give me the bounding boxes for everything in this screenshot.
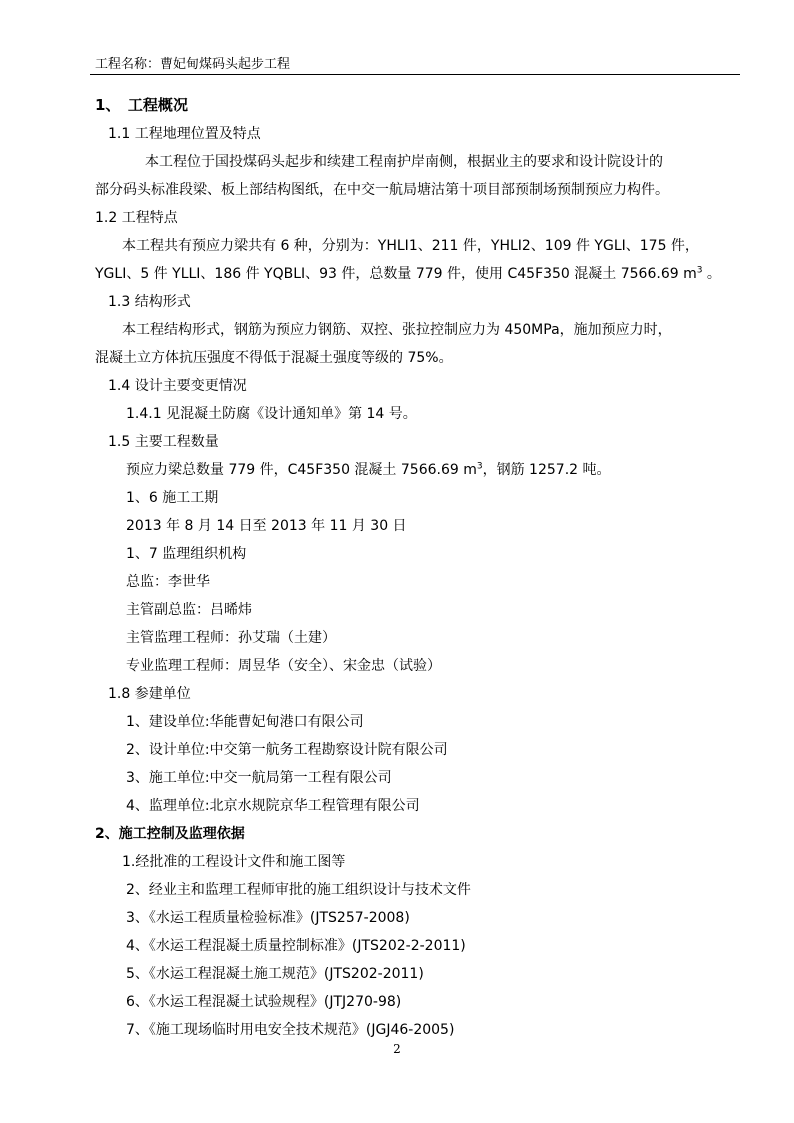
subsection-1-5-title: 1.5 主要工程数量 <box>108 434 219 450</box>
paragraph-1-5 <box>126 461 611 479</box>
paragraph-1-1-line-2: 部分码头标准段梁、板上部结构图纸，在中交一航局塘沽第十项目部预制场预制预应力构件。 <box>95 182 669 198</box>
cubic-superscript-2: 3 <box>476 461 483 472</box>
basis-item-6: 6、《水运工程混凝土试验规程》(JTJ270-98) <box>126 994 402 1010</box>
supervision-chief: 总监：李世华 <box>126 574 210 590</box>
subsection-1-1-title: 1.1 工程地理位置及特点 <box>108 126 261 142</box>
basis-item-1: 1.经批准的工程设计文件和施工图等 <box>122 854 346 870</box>
subsection-1-7-title: 1、7 监理组织机构 <box>126 546 247 562</box>
paragraph-1-3-line-2: 混凝土立方体抗压强度不得低于混凝土强度等级的 75%。 <box>95 350 453 366</box>
subsection-1-4-title: 1.4 设计主要变更情况 <box>108 378 247 394</box>
header-rule <box>90 74 740 75</box>
basis-item-5: 5、《水运工程混凝土施工规范》(JTS202-2011) <box>126 966 424 982</box>
subsection-1-8-title: 1.8 参建单位 <box>108 686 191 702</box>
basis-item-3: 3、《水运工程质量检验标准》(JTS257-2008) <box>126 910 410 926</box>
basis-item-7: 7、《施工现场临时用电安全技术规范》(JGJ46-2005) <box>126 1022 455 1038</box>
subsection-1-3-title: 1.3 结构形式 <box>108 294 191 310</box>
paragraph-1-6: 2013 年 8 月 14 日至 2013 年 11 月 30 日 <box>126 518 407 534</box>
supervision-specialists: 专业监理工程师：周昱华（安全）、宋金忠（试验） <box>126 658 441 674</box>
participant-contractor: 3、施工单位:中交一航局第一工程有限公司 <box>126 770 392 786</box>
paragraph-1-5-end: ，钢筋 1257.2 吨。 <box>482 462 611 478</box>
section-1-title: 1、 工程概况 <box>95 96 188 114</box>
paragraph-1-2-line-2 <box>95 265 721 283</box>
paragraph-1-2-line-2-end: 。 <box>702 266 721 282</box>
participant-supervisor: 4、监理单位:北京水规院京华工程管理有限公司 <box>126 798 420 814</box>
paragraph-1-5-text: 预应力梁总数量 779 件，C45F350 混凝土 7566.69 m <box>126 462 477 478</box>
subsection-1-6-title: 1、6 施工工期 <box>126 490 219 506</box>
paragraph-1-4: 1.4.1 见混凝土防腐《设计通知单》第 14 号。 <box>126 406 417 422</box>
paragraph-1-2-line-1: 本工程共有预应力梁共有 6 种，分别为：YHLI1、211 件，YHLI2、109 件 YGLI、175 件， <box>122 238 699 254</box>
subsection-1-2-title: 1.2 工程特点 <box>95 210 178 226</box>
paragraph-1-3-line-1: 本工程结构形式，钢筋为预应力钢筋、双控、张拉控制应力为 450MPa，施加预应力时， <box>122 322 672 338</box>
participant-designer: 2、设计单位:中交第一航务工程勘察设计院有限公司 <box>126 742 448 758</box>
cubic-superscript: 3 <box>696 265 703 276</box>
paragraph-1-1-line-1: 本工程位于国投煤码头起步和续建工程南护岸南侧，根据业主的要求和设计院设计的 <box>145 154 663 170</box>
basis-item-2: 2、经业主和监理工程师审批的施工组织设计与技术文件 <box>126 882 471 898</box>
supervision-deputy: 主管副总监：吕晞炜 <box>126 602 252 618</box>
page-number: 2 <box>393 1042 401 1056</box>
page-header-title: 工程名称：曹妃甸煤码头起步工程 <box>95 57 291 72</box>
paragraph-1-2-line-2-text: YGLI、5 件 YLLI、186 件 YQBLI、93 件，总数量 779 件，使用 C45F350 混凝土 7566.69 m <box>95 266 697 282</box>
participant-owner: 1、建设单位:华能曹妃甸港口有限公司 <box>126 714 364 730</box>
supervision-engineer: 主管监理工程师：孙艾瑞（土建） <box>126 630 336 646</box>
basis-item-4: 4、《水运工程混凝土质量控制标准》(JTS202-2-2011) <box>126 938 466 954</box>
section-2-title: 2、施工控制及监理依据 <box>95 826 245 842</box>
